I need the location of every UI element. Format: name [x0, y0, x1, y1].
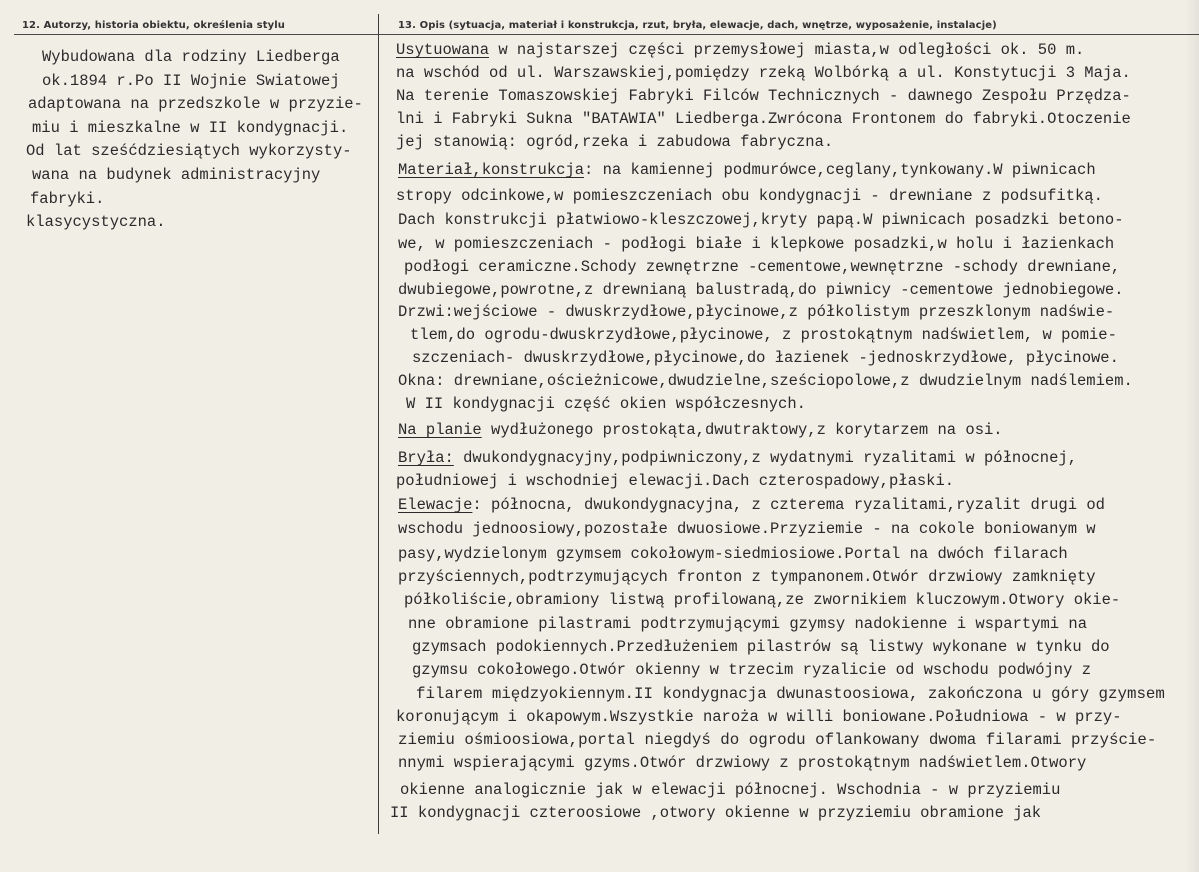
history-line: ok.1894 r.Po II Wojnie Swiatowej [42, 71, 340, 90]
description-text-span: : na kamiennej podmurówce,ceglany,tynkowany.W piwnicach [584, 161, 1096, 179]
page-edge-shadow [1185, 0, 1199, 872]
description-line [396, 110, 1131, 128]
column-divider [378, 14, 379, 834]
description-text-span: w najstarszej części przemysłowej miasta,w odległości ok. 50 m. [489, 41, 1085, 59]
description-line [410, 326, 1117, 344]
header-rule [14, 34, 1199, 35]
description-text-span: pasy,wydzielonym gzymsem cokołowym-siedmiosiowe.Portal na dwóch filarach [398, 545, 1068, 563]
description-text-span: we, w pomieszczeniach - podłogi białe i klepkowe posadzki,w holu i łazienkach [398, 235, 1115, 253]
description-line [398, 520, 1096, 538]
history-line: Wybudowana dla rodziny Liedberga [42, 48, 340, 66]
section-keyword: Usytuowana [396, 41, 490, 59]
description-text-span: Dach konstrukcji płatwiowo-kleszczowej,kryty papą.W piwnicach posadzki betono- [398, 211, 1124, 229]
description-line [398, 235, 1114, 253]
description-text-span: gzymsach podokiennych.Przedłużeniem pilastrów są listwy wykonane w tynku do [412, 638, 1110, 656]
description-text-span: stropy odcinkowe,w pomieszczeniach obu kondygnacji - drewniane z podsufitką. [396, 187, 1103, 205]
description-line [398, 372, 1133, 390]
history-line: klasycystyczna. [26, 213, 166, 232]
description-text-span: II kondygnacji czteroosiowe ,otwory okienne w przyziemiu obramione jak [390, 804, 1042, 822]
description-text-span: gzymsu cokołowego.Otwór okienny w trzecim ryzalicie od wschodu podwójny z [412, 661, 1092, 679]
description-line [396, 187, 1103, 205]
description-line [404, 591, 1120, 609]
description-text-span: Drzwi:wejściowe - dwuskrzydłowe,płycinowe,z półkolistym przeszklonym nadświe- [398, 303, 1115, 321]
description-line [398, 303, 1114, 321]
description-line [404, 258, 1120, 276]
section-keyword: Bryła: [398, 449, 454, 467]
description-line [396, 708, 1122, 726]
description-line [412, 661, 1091, 679]
history-line: wana na budynek administracyjny [32, 165, 321, 184]
section-keyword: Elewacje [398, 496, 473, 514]
description-text-span: jej stanowią: ogród,rzeka i zabudowa fabryczna. [396, 133, 834, 151]
description-text-span: W II kondygnacji część okien współczesnych. [406, 395, 806, 413]
description-text-span: podłogi ceramiczne.Schody zewnętrzne -cementowe,wewnętrzne -schody drewniane, [404, 258, 1121, 276]
history-text [26, 46, 374, 235]
description-text-span: dwukondygnacyjny,podpiwniczony,z wydatnymi ryzalitami w północnej, [453, 449, 1078, 467]
section-13-header: 13. Opis (sytuacja, materiał i konstrukcja, rzut, bryła, elewacje, dach, wnętrze, wyposażenie, instalacje) [398, 20, 997, 31]
description-line [396, 472, 954, 490]
section-12-header: 12. Autorzy, historia obiektu, określenia stylu [22, 20, 285, 31]
description-text-span: przyściennych,podtrzymujących fronton z tympanonem.Otwór drzwiowy zamknięty [398, 568, 1096, 586]
description-text-span: wschodu jednoosiowy,pozostałe dwuosiowe.Przyziemie - na cokole boniowanym w [398, 520, 1096, 538]
description-text-span: dwubiegowe,powrotne,z drewnianą balustradą,do piwnicy -cementowe jednobiegowe. [398, 281, 1124, 299]
description-line [398, 161, 1096, 179]
description-text-span: filarem międzyokiennym.II kondygnacja dwunastoosiowa, zakończona u góry gzymsem [416, 685, 1165, 703]
description-text-span: na wschód od ul. Warszawskiej,pomiędzy rzeką Wolbórką a ul. Konstytucji 3 Maja. [396, 64, 1131, 82]
description-line [398, 421, 1003, 439]
description-line [396, 64, 1131, 82]
history-line: miu i mieszkalne w II kondygnacji. [32, 118, 349, 137]
description-text-span: lni i Fabryki Sukna "BATAWIA" Liedberga.Zwrócona Frontonem do fabryki.Otoczenie [396, 110, 1131, 128]
description-line [400, 781, 1060, 799]
description-line [398, 281, 1124, 299]
description-text-span: Okna: drewniane,ościeżnicowe,dwudzielne,sześciopolowe,z dwudzielnym nadślemiem. [398, 372, 1133, 390]
description-line [396, 87, 1131, 105]
description-text-span: szczeniach- dwuskrzydłowe,płycinowe,do łazienek -jednoskrzydłowe, płycinowe. [412, 349, 1119, 367]
description-line [390, 804, 1041, 822]
history-line: fabryki. [30, 189, 105, 208]
description-line [396, 41, 1084, 59]
description-line [398, 496, 1105, 514]
description-line [406, 395, 806, 413]
description-line [396, 133, 833, 151]
description-line [398, 545, 1068, 563]
description-line [398, 568, 1096, 586]
description-line [412, 638, 1110, 656]
description-text-span: okienne analogicznie jak w elewacji północnej. Wschodnia - w przyziemiu [400, 781, 1061, 799]
description-line [408, 615, 1087, 633]
section-keyword: Materiał,konstrukcja [398, 161, 585, 179]
description-line [416, 685, 1165, 703]
description-text-span: ziemiu ośmioosiowa,portal niegdyś do ogrodu oflankowany dwoma filarami przyście- [398, 731, 1157, 749]
description-line [398, 211, 1124, 229]
description-text-span: Na terenie Tomaszowskiej Fabryki Filców Technicznych - dawnego Zespołu Przędza- [396, 87, 1131, 105]
description-text-span: nnymi wspierającymi gzyms.Otwór drzwiowy z prostokątnym nadświetlem.Otwory [398, 754, 1087, 772]
history-line: Od lat sześćdziesiątych wykorzysty- [26, 142, 352, 161]
history-line: adaptowana na przedszkole w przyzie- [28, 95, 363, 114]
description-text-span: południowej i wschodniej elewacji.Dach czterospadowy,płaski. [396, 472, 955, 490]
description-line [398, 449, 1077, 467]
description-text-span: nne obramione pilastrami podtrzymującymi gzymsy nadokienne i wspartymi na [408, 615, 1088, 633]
description-text-span: koronującym i okapowym.Wszystkie naroża w willi boniowane.Południowa - w przy- [396, 708, 1122, 726]
section-keyword: Na planie [398, 421, 482, 439]
description-line [398, 754, 1086, 772]
description-text-span: tlem,do ogrodu-dwuskrzydłowe,płycinowe, z prostokątnym nadświetlem, w pomie- [410, 326, 1117, 344]
description-text-span: : północna, dwukondygnacyjna, z czterema ryzalitami,ryzalit drugi od [472, 496, 1105, 514]
description-text-span: wydłużonego prostokąta,dwutraktowy,z korytarzem na osi. [481, 421, 1003, 439]
description-line [412, 349, 1119, 367]
description-text-span: półkoliście,obramiony listwą profilowaną,ze zwornikiem kluczowym.Otwory okie- [404, 591, 1121, 609]
description-line [398, 731, 1156, 749]
